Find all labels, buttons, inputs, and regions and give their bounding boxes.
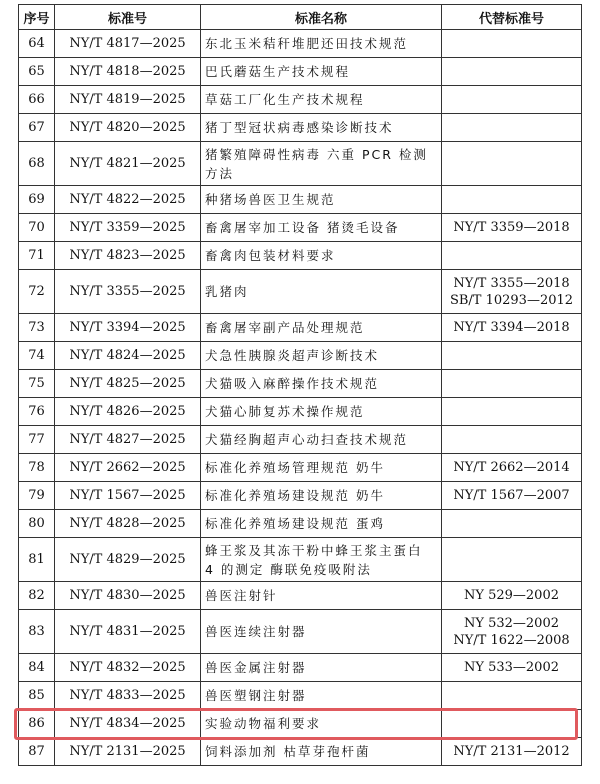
row-replaces: NY 533—2002 [442,654,582,682]
row-index: 66 [19,86,55,114]
row-replaces: NY 532—2002 NY/T 1622—2008 [442,610,582,654]
highlight-box [14,708,578,740]
row-replaces [442,114,582,142]
row-replaces: NY/T 3355—2018 SB/T 10293—2012 [442,270,582,314]
table-row [19,242,582,270]
table-row [19,398,582,426]
row-replaces [442,370,582,398]
table-row [19,342,582,370]
row-standard-code: NY/T 2662—2025 [55,454,201,482]
row-standard-code: NY/T 4825—2025 [55,370,201,398]
row-standard-name: 兽医金属注射器 [201,654,442,682]
table-row [19,142,582,186]
row-standard-code: NY/T 4828—2025 [55,510,201,538]
row-standard-name: 草菇工厂化生产技术规程 [201,86,442,114]
row-standard-code: NY/T 4827—2025 [55,426,201,454]
row-standard-code: NY/T 4822—2025 [55,186,201,214]
row-index: 69 [19,186,55,214]
row-replaces: NY 529—2002 [442,582,582,610]
row-standard-name: 猪繁殖障碍性病毒 六重 PCR 检测方法 [201,142,442,186]
row-standard-name: 犬猫心肺复苏术操作规范 [201,398,442,426]
row-standard-name: 标准化养殖场建设规范 蛋鸡 [201,510,442,538]
row-index: 67 [19,114,55,142]
row-standard-name: 乳猪肉 [201,270,442,314]
table-row [19,582,582,610]
row-standard-code: NY/T 4833—2025 [55,682,201,710]
row-replaces [442,538,582,582]
row-index: 73 [19,314,55,342]
row-standard-name: 畜禽屠宰加工设备 猪烫毛设备 [201,214,442,242]
row-replaces: NY/T 1567—2007 [442,482,582,510]
row-standard-code: NY/T 4819—2025 [55,86,201,114]
row-standard-name: 东北玉米秸秆堆肥还田技术规范 [201,30,442,58]
row-standard-name: 猪丁型冠状病毒感染诊断技术 [201,114,442,142]
table-header-row [19,5,582,30]
row-index: 83 [19,610,55,654]
row-standard-name: 兽医注射针 [201,582,442,610]
row-standard-code: NY/T 4832—2025 [55,654,201,682]
table-row [19,738,582,766]
row-index: 77 [19,426,55,454]
table-row [19,426,582,454]
row-standard-code: NY/T 4831—2025 [55,610,201,654]
row-index: 78 [19,454,55,482]
table-row [19,682,582,710]
header-index: 序号 [19,5,55,30]
table-row [19,482,582,510]
row-standard-name: 巴氏蘑菇生产技术规程 [201,58,442,86]
row-replaces [442,510,582,538]
row-standard-code: NY/T 4820—2025 [55,114,201,142]
row-standard-name: 犬猫经胸超声心动扫查技术规范 [201,426,442,454]
row-standard-code: NY/T 4826—2025 [55,398,201,426]
row-standard-code: NY/T 4829—2025 [55,538,201,582]
table-row [19,610,582,654]
row-replaces [442,342,582,370]
row-standard-code: NY/T 4834—2025 [55,710,201,738]
row-standard-code: NY/T 1567—2025 [55,482,201,510]
row-standard-name: 犬急性胰腺炎超声诊断技术 [201,342,442,370]
row-replaces [442,186,582,214]
row-standard-name: 饲料添加剂 枯草芽孢杆菌 [201,738,442,766]
row-index: 72 [19,270,55,314]
row-index: 75 [19,370,55,398]
row-standard-name: 标准化养殖场管理规范 奶牛 [201,454,442,482]
row-index: 65 [19,58,55,86]
row-index: 64 [19,30,55,58]
table-row [19,538,582,582]
row-standard-name: 标准化养殖场建设规范 奶牛 [201,482,442,510]
table-row [19,314,582,342]
table-row [19,58,582,86]
row-index: 80 [19,510,55,538]
row-standard-code: NY/T 4824—2025 [55,342,201,370]
row-standard-code: NY/T 4830—2025 [55,582,201,610]
row-index: 76 [19,398,55,426]
row-replaces [442,86,582,114]
table-row [19,214,582,242]
row-standard-code: NY/T 4823—2025 [55,242,201,270]
table-row [19,454,582,482]
row-standard-name: 兽医连续注射器 [201,610,442,654]
row-replaces: NY/T 3394—2018 [442,314,582,342]
header-code: 标准号 [55,5,201,30]
row-standard-name: 蜂王浆及其冻干粉中蜂王浆主蛋白 4 的测定 酶联免疫吸附法 [201,538,442,582]
row-index: 87 [19,738,55,766]
row-standard-name: 犬猫吸入麻醉操作技术规范 [201,370,442,398]
row-replaces [442,682,582,710]
row-replaces: NY/T 2662—2014 [442,454,582,482]
row-standard-code: NY/T 3359—2025 [55,214,201,242]
row-replaces [442,142,582,186]
row-index: 81 [19,538,55,582]
header-replaces: 代替标准号 [442,5,582,30]
row-replaces [442,426,582,454]
row-index: 86 [19,710,55,738]
table-row [19,654,582,682]
row-index: 82 [19,582,55,610]
row-standard-name: 兽医塑钢注射器 [201,682,442,710]
table-row [19,370,582,398]
row-replaces [442,30,582,58]
table-row [19,114,582,142]
row-replaces: NY/T 3359—2018 [442,214,582,242]
row-standard-name: 畜禽屠宰副产品处理规范 [201,314,442,342]
row-standard-code: NY/T 3394—2025 [55,314,201,342]
row-index: 71 [19,242,55,270]
table-row [19,30,582,58]
table-row [19,510,582,538]
row-replaces [442,398,582,426]
table-body [19,30,582,766]
row-index: 85 [19,682,55,710]
row-index: 79 [19,482,55,510]
table-row [19,86,582,114]
row-replaces [442,58,582,86]
standards-table [18,4,582,766]
row-standard-code: NY/T 4817—2025 [55,30,201,58]
row-index: 84 [19,654,55,682]
header-name: 标准名称 [201,5,442,30]
row-replaces [442,242,582,270]
row-standard-code: NY/T 4818—2025 [55,58,201,86]
row-standard-code: NY/T 4821—2025 [55,142,201,186]
row-index: 70 [19,214,55,242]
row-standard-name: 畜禽肉包装材料要求 [201,242,442,270]
table-row [19,186,582,214]
row-standard-code: NY/T 2131—2025 [55,738,201,766]
row-standard-code: NY/T 3355—2025 [55,270,201,314]
table-row [19,270,582,314]
row-index: 74 [19,342,55,370]
row-standard-name: 种猪场兽医卫生规范 [201,186,442,214]
row-standard-name: 实验动物福利要求 [201,710,442,738]
row-index: 68 [19,142,55,186]
row-replaces: NY/T 2131—2012 [442,738,582,766]
